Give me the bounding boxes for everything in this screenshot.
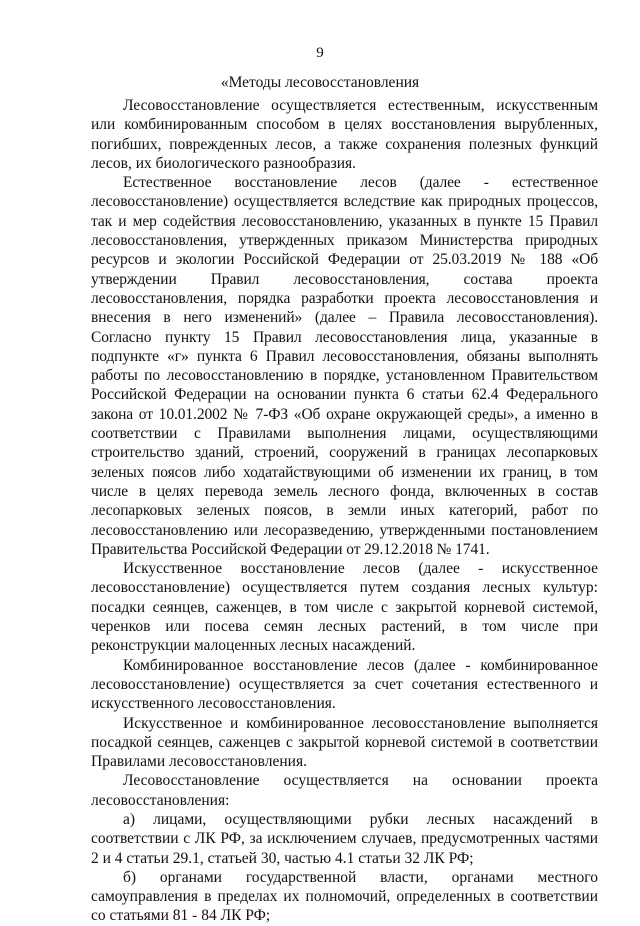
page-number: 9 bbox=[316, 45, 324, 61]
list-item-a: а) лицами, осуществляющими рубки лесных насаждений в соответствии с ЛК РФ, за исключением случаев, предусмотренных частями 2 и 4 статьи 29.1, статьей 30, частью 4.1 статьи 32 ЛК РФ; bbox=[91, 810, 598, 867]
paragraph-reforestation-methods: Лесовосстановление осуществляется естественным, искусственным или комбинированным способом в целях восстановления вырубленных, погибших, поврежденных лесов, а также сохранения полезных функций лесов, их биологического разнообразия. bbox=[91, 97, 598, 172]
paragraph-natural-reforestation: Естественное восстановление лесов (далее - естественное лесовосстановление) осуществляется вследствие как природных процессов, так и мер содействия лесовосстановлению, указанных в пункте 15 Правил лесовосстановления, утвержденных приказом Министерства природных ресурсов и экологии Российской Федерации от 25.03.2019 № 188 «Об утверждении Правил лесовосстановления, состава проекта лесовосстановления, порядка разработки проекта лесовосстановления и внесения в него изменений» (далее – Правила лесовосстановления). Согласно пункту 15 Правил лесовосстановления лица, указанные в подпункте «г» пункта 6 Правил лесовосстановления, обязаны выполнять работы по лесовосстановлению в порядке, установленном Правительством Российской Федерации на основании пункта 6 статьи 62.4 Федерального закона от 10.01.2002 № 7-ФЗ «Об охране окружающей среды», а именно в соответствии с Правилами выполнения лицами, осуществляющими строительство зданий, строений, сооружений в границах лесопарковых зеленых поясов либо ходатайствующими об изменении их границ, в том числе в целях перевода земель лесного фонда, включенных в состав лесопарковых зеленых поясов, в земли иных категорий, работ по лесовосстановлению или лесоразведению, утвержденными постановлением Правительства Российской Федерации от 29.12.2018 № 1741. bbox=[91, 174, 598, 558]
paragraph-artificial-reforestation: Искусственное восстановление лесов (далее - искусственное лесовосстановление) осуществляется путем создания лесных культур: посадки сеянцев, саженцев, в том числе с закрытой корневой системой, черенков или посева семян лесных растений, в том числе при реконструкции малоценных лесных насаждений. bbox=[91, 560, 598, 655]
section-heading: «Методы лесовосстановления bbox=[220, 74, 420, 91]
list-item-b: б) органами государственной власти, органами местного самоуправления в пределах их полномочий, определенных в соответствии со статьями 81 - 84 ЛК РФ; bbox=[91, 868, 598, 925]
paragraph-project-basis: Лесовосстановление осуществляется на основании проекта лесовосстановления: bbox=[91, 772, 598, 809]
document-body bbox=[91, 96, 598, 926]
paragraph-combined-reforestation: Комбинированное восстановление лесов (далее - комбинированное лесовосстановление) осуществляется за счет сочетания естественного и искусственного лесовосстановления. bbox=[91, 656, 598, 713]
paragraph-planting-method: Искусственное и комбинированное лесовосстановление выполняется посадкой сеянцев, саженцев с закрытой корневой системой в соответствии Правилами лесовосстановления. bbox=[91, 714, 598, 771]
